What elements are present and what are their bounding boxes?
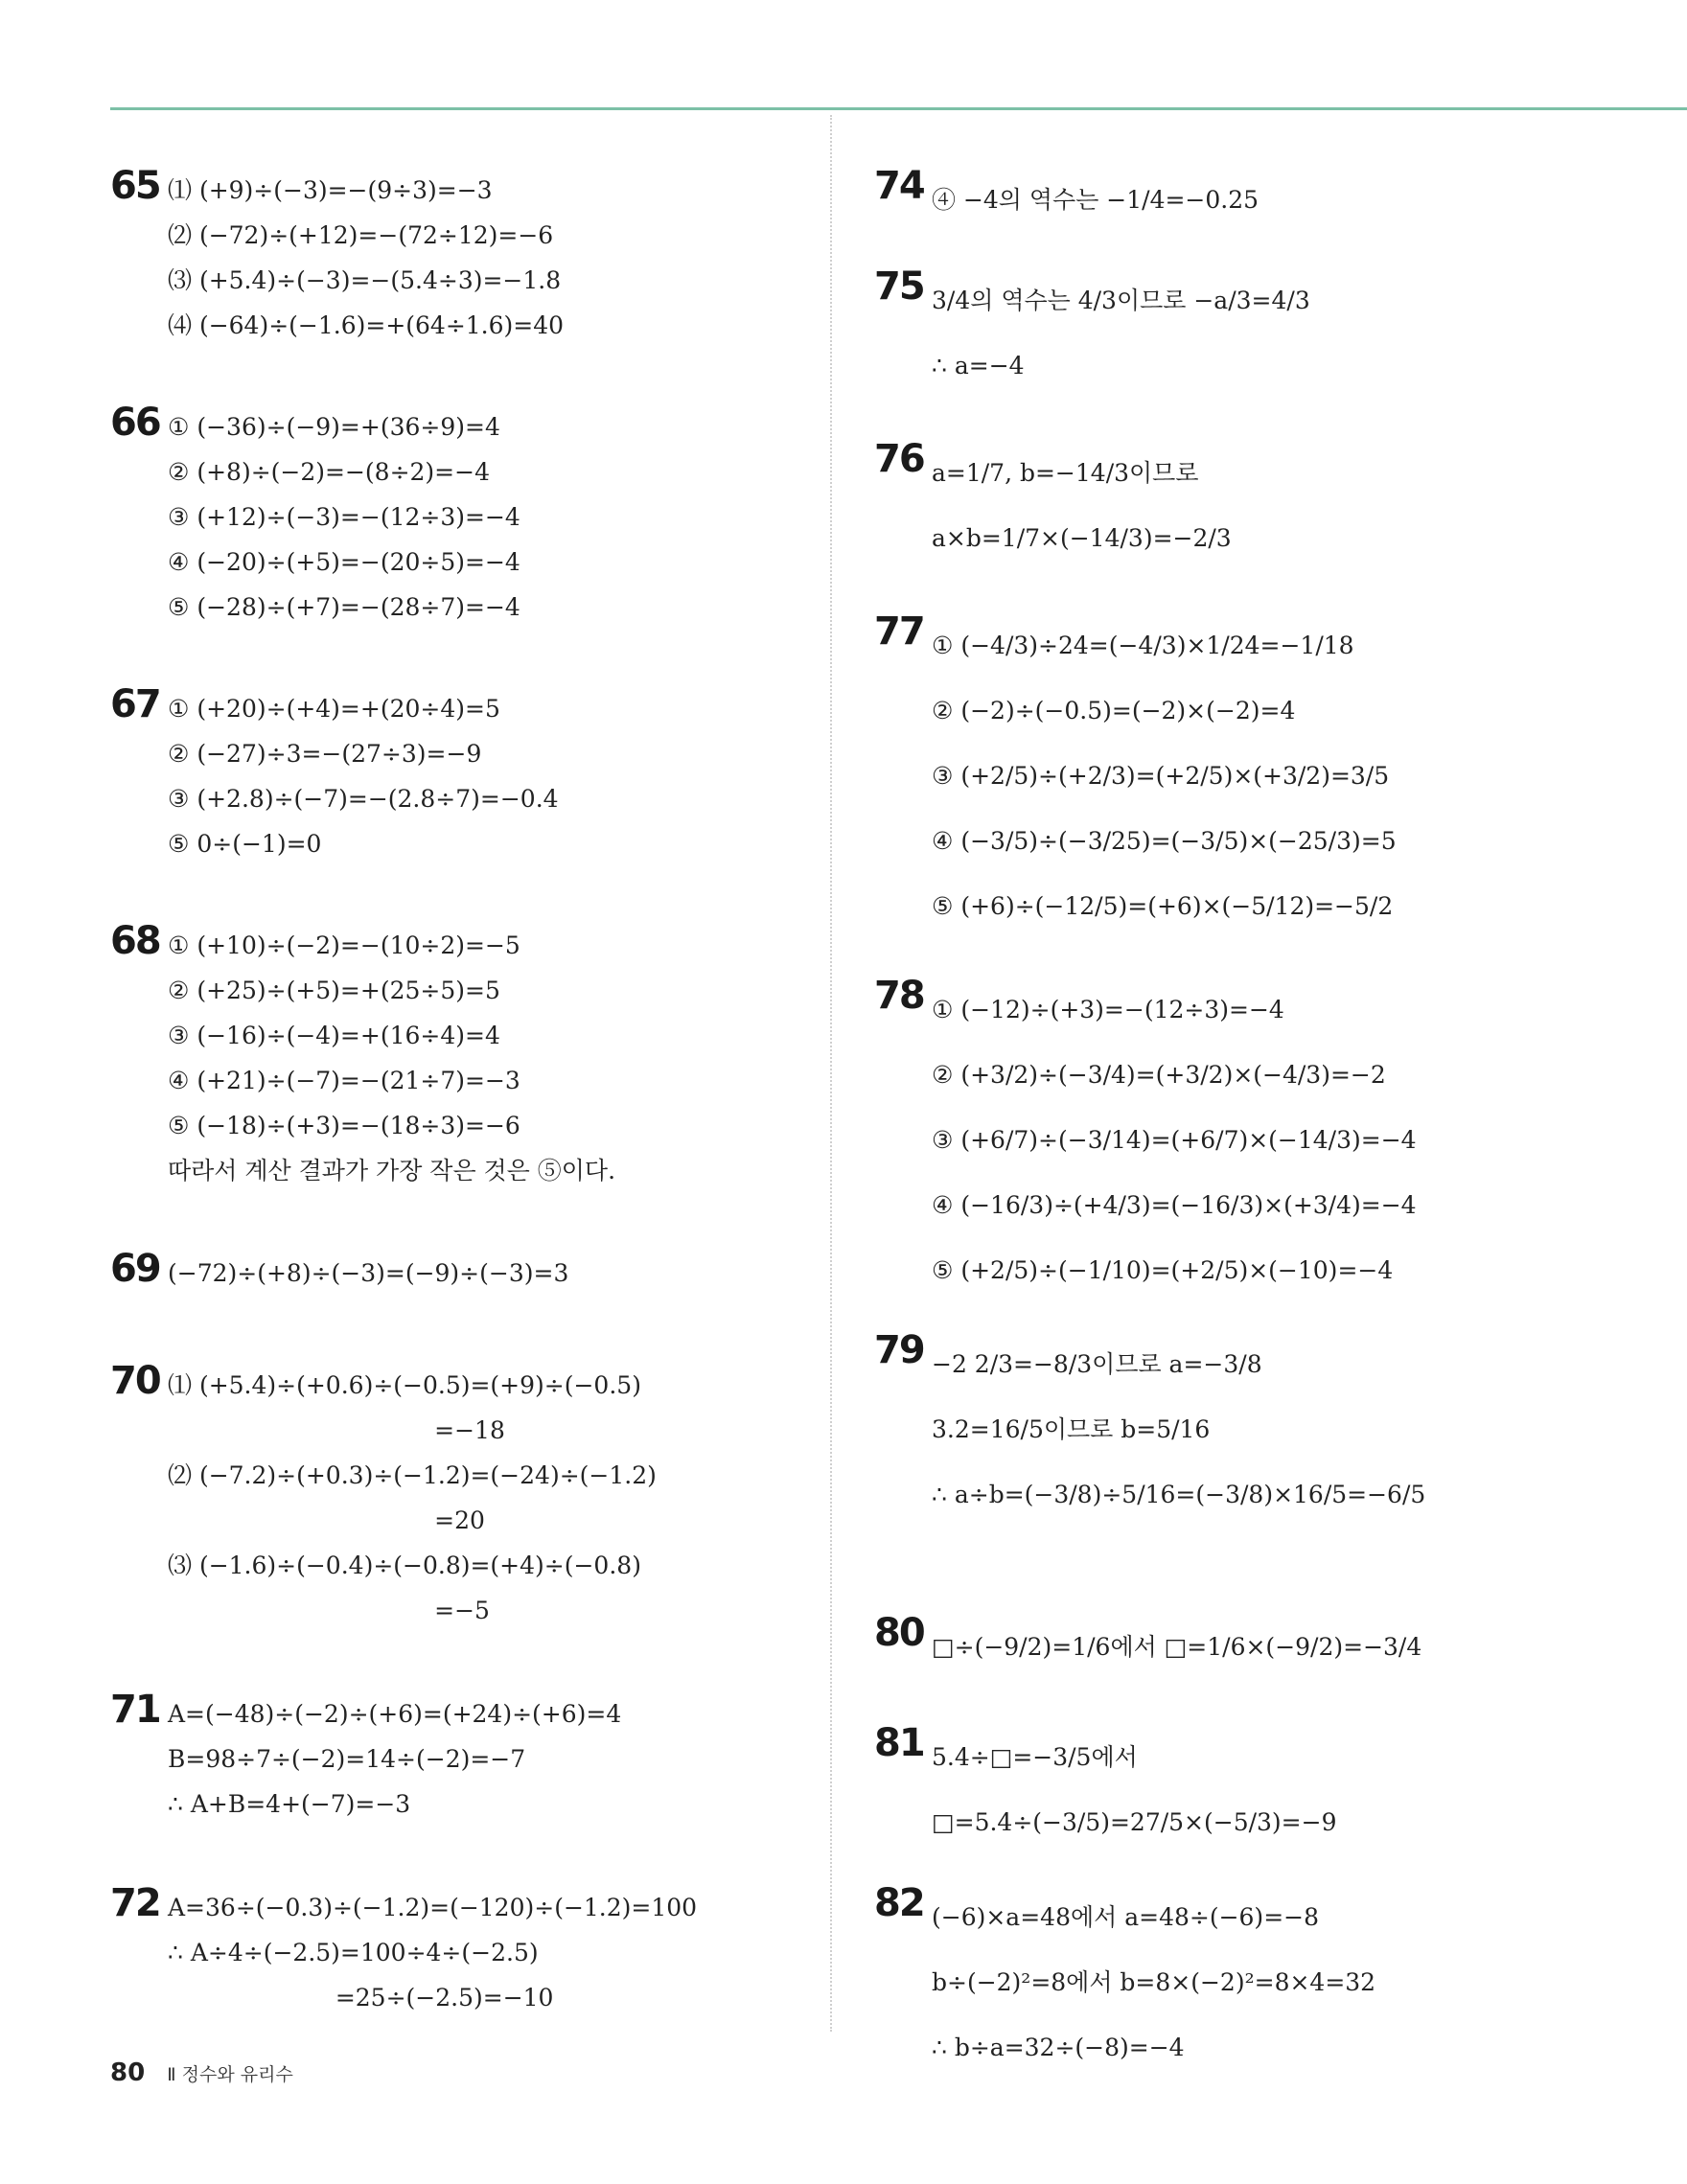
column-divider [830,115,832,2032]
solution-lines [168,1885,697,2020]
solution-line: ③ (+6/7)÷(−3/14)=(+6/7)×(−14/3)=−4 [932,1126,1417,1154]
problem-number: 74 [874,164,924,208]
solution-line: ⑤ 0÷(−1)=0 [168,830,322,858]
problem-number: 79 [874,1328,924,1372]
solution-line: A=36÷(−0.3)÷(−1.2)=(−120)÷(−1.2)=100 [168,1894,698,1921]
solution-line: □÷(−9/2)=1/6에서 □=1/6×(−9/2)=−3/4 [932,1633,1422,1661]
solution-line: ∴ A+B=4+(−7)=−3 [168,1790,411,1818]
problem-number: 82 [874,1881,924,1925]
solution-line: ⑴ (+9)÷(−3)=−(9÷3)=−3 [168,176,493,204]
solution-line: (−72)÷(+8)÷(−3)=(−9)÷(−3)=3 [168,1259,569,1287]
problem-number: 66 [110,401,160,445]
solution-line: =25÷(−2.5)=−10 [168,1984,554,2012]
solution-lines [168,1363,657,1633]
solution-line: □=5.4÷(−3/5)=27/5×(−5/3)=−9 [932,1808,1337,1836]
solution-line: ① (+10)÷(−2)=−(10÷2)=−5 [168,931,520,959]
solution-line: ④ (−3/5)÷(−3/25)=(−3/5)×(−25/3)=5 [932,827,1397,855]
page-footer [110,2058,293,2087]
problem-number: 75 [874,264,924,309]
solution-lines [168,1691,621,1827]
solution-line: ⑤ (−18)÷(+3)=−(18÷3)=−6 [168,1112,520,1139]
solution-lines [932,613,1397,939]
solution-lines [932,441,1232,571]
solution-line: ⑵ (−7.2)÷(+0.3)÷(−1.2)=(−24)÷(−1.2) [168,1461,657,1489]
solution-lines [932,168,1259,233]
problem-number: 81 [874,1721,924,1765]
solution-line: =−18 [168,1416,505,1444]
solution-line: ⑵ (−72)÷(+12)=−(72÷12)=−6 [168,221,554,249]
solution-line: ④ (−20)÷(+5)=−(20÷5)=−4 [168,548,520,576]
solution-line: ③ (+2/5)÷(+2/3)=(+2/5)×(+3/2)=3/5 [932,762,1390,790]
solution-line: ④ −4의 역수는 −1/4=−0.25 [932,186,1259,214]
top-rule [110,107,1687,110]
solution-line: ⑷ (−64)÷(−1.6)=+(64÷1.6)=40 [168,311,565,339]
solution-line: ③ (+12)÷(−3)=−(12÷3)=−4 [168,503,520,531]
solution-lines [168,404,520,630]
solution-line: b÷(−2)²=8에서 b=8×(−2)²=8×4=32 [932,1968,1376,1996]
solution-line: ⑤ (+2/5)÷(−1/10)=(+2/5)×(−10)=−4 [932,1256,1394,1284]
solution-line: ∴ A÷4÷(−2.5)=100÷4÷(−2.5) [168,1939,539,1966]
solution-line: B=98÷7÷(−2)=14÷(−2)=−7 [168,1745,526,1773]
solution-line: ③ (+2.8)÷(−7)=−(2.8÷7)=−0.4 [168,785,559,813]
problem-number: 65 [110,164,160,208]
problem-number: 78 [874,974,924,1018]
solution-line: ① (−4/3)÷24=(−4/3)×1/24=−1/18 [932,632,1354,659]
solution-line: 3.2=16/5이므로 b=5/16 [932,1415,1211,1443]
solution-line: ② (−27)÷3=−(27÷3)=−9 [168,740,482,768]
solution-line: ② (+25)÷(+5)=+(25÷5)=5 [168,977,500,1004]
solution-line: ⑤ (+6)÷(−12/5)=(+6)×(−5/12)=−5/2 [932,892,1394,920]
solution-line: ④ (+21)÷(−7)=−(21÷7)=−3 [168,1067,520,1094]
solution-line: 따라서 계산 결과가 가장 작은 것은 ⑤이다. [168,1157,616,1184]
problem-number: 68 [110,919,160,963]
solution-line: =−5 [168,1597,490,1624]
problem-number: 80 [874,1611,924,1655]
solution-line: 3/4의 역수는 4/3이므로 −a/3=4/3 [932,287,1310,314]
solution-lines [168,923,615,1193]
solution-lines [168,1251,568,1296]
solution-lines [932,977,1417,1303]
problem-number: 69 [110,1247,160,1291]
problem-number: 77 [874,609,924,654]
problem-number: 70 [110,1359,160,1403]
solution-line: (−6)×a=48에서 a=48÷(−6)=−8 [932,1903,1319,1931]
solution-line: ⑴ (+5.4)÷(+0.6)÷(−0.5)=(+9)÷(−0.5) [168,1371,641,1399]
problem-number: 72 [110,1881,160,1925]
solution-line: ① (−12)÷(+3)=−(12÷3)=−4 [932,996,1284,1023]
page-number: 80 [110,2058,146,2087]
solution-line: ① (−36)÷(−9)=+(36÷9)=4 [168,413,500,441]
solution-lines [932,1885,1375,2081]
solution-lines [932,1615,1421,1680]
problem-number: 67 [110,682,160,726]
solution-line: ② (+3/2)÷(−3/4)=(+3/2)×(−4/3)=−2 [932,1061,1386,1089]
solution-line: ① (+20)÷(+4)=+(20÷4)=5 [168,695,500,723]
solution-lines [168,168,564,348]
problem-number: 71 [110,1688,160,1732]
problem-number: 76 [874,437,924,481]
solution-line: ∴ a÷b=(−3/8)÷5/16=(−3/8)×16/5=−6/5 [932,1481,1426,1508]
solution-lines [932,1725,1337,1855]
solution-line: ④ (−16/3)÷(+4/3)=(−16/3)×(+3/4)=−4 [932,1191,1417,1219]
solution-line: ⑶ (+5.4)÷(−3)=−(5.4÷3)=−1.8 [168,266,562,294]
solution-line: −2 2/3=−8/3이므로 a=−3/8 [932,1350,1262,1378]
solution-lines [168,686,559,866]
solution-line: ∴ a=−4 [932,352,1025,379]
solution-line: ② (−2)÷(−0.5)=(−2)×(−2)=4 [932,697,1296,724]
solution-line: ② (+8)÷(−2)=−(8÷2)=−4 [168,458,490,486]
solution-line: A=(−48)÷(−2)÷(+6)=(+24)÷(+6)=4 [168,1700,622,1728]
solution-line: a=1/7, b=−14/3이므로 [932,459,1199,487]
solution-line: ⑤ (−28)÷(+7)=−(28÷7)=−4 [168,593,520,621]
solution-line: =20 [168,1506,485,1534]
section-title: Ⅱ 정수와 유리수 [167,2064,293,2085]
solution-line: ∴ b÷a=32÷(−8)=−4 [932,2034,1185,2061]
solution-line: ③ (−16)÷(−4)=+(16÷4)=4 [168,1022,500,1049]
solution-line: a×b=1/7×(−14/3)=−2/3 [932,524,1232,552]
solution-line: ⑶ (−1.6)÷(−0.4)÷(−0.8)=(+4)÷(−0.8) [168,1552,641,1579]
solution-lines [932,268,1310,399]
solution-line: 5.4÷□=−3/5에서 [932,1743,1138,1771]
solution-lines [932,1332,1425,1528]
